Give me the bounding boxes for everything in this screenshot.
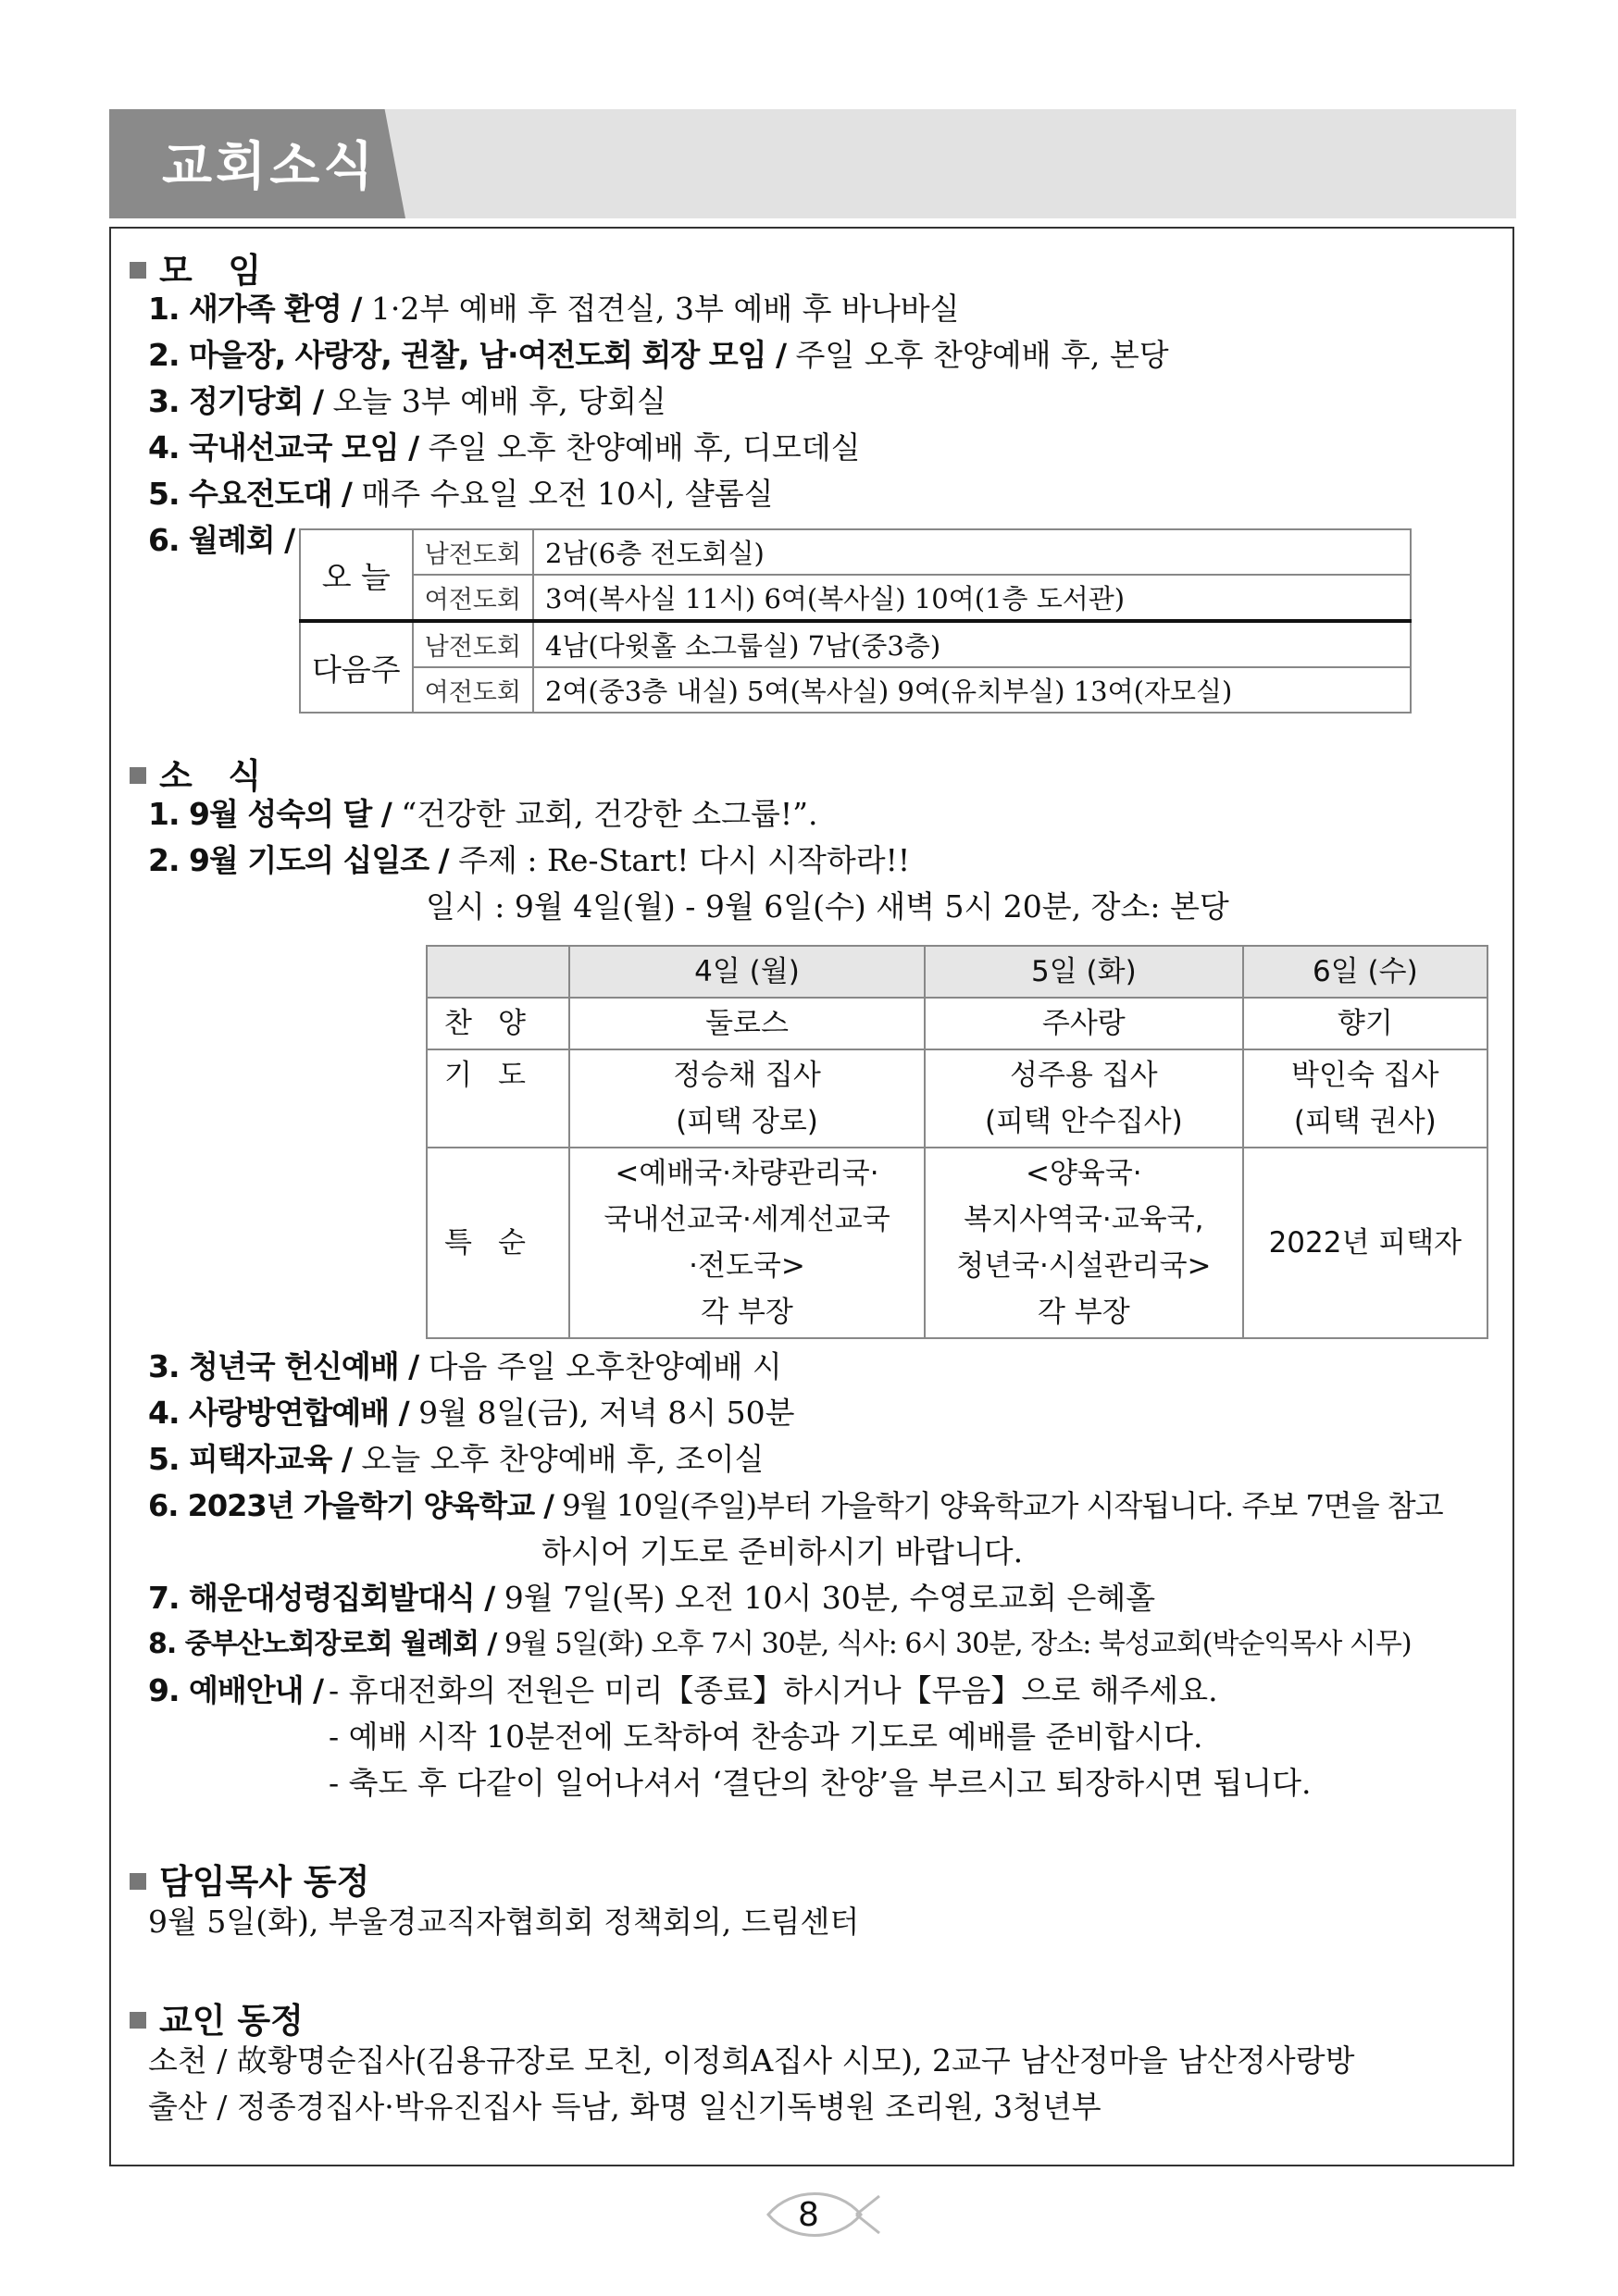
special-cell: 2022년 피택자 <box>1243 1148 1487 1338</box>
prayer-cell: 박인숙 집사 (피택 권사) <box>1243 1049 1487 1148</box>
pastor-text: 9월 5일(화), 부울경교직자협희회 정책회의, 드림센터 <box>148 1904 860 1940</box>
table-row <box>300 621 1411 667</box>
news-item: 3. 청년국 헌신예배 / 다음 주일 오후찬양예배 시 <box>148 1348 782 1384</box>
fish-icon <box>764 2182 884 2247</box>
news-item: 1. 9월 성숙의 달 / “건강한 교회, 건강한 소그룹!”. <box>148 796 818 832</box>
next-women: 2여(중3층 내실) 5여(복사실) 9여(유치부실) 13여(자모실) <box>533 667 1411 713</box>
today-women: 3여(복사실 11시) 6여(복사실) 10여(1층 도서관) <box>533 575 1411 621</box>
men-label: 남전도회 <box>413 529 533 575</box>
news-item: 6. 2023년 가을학기 양육학교 / 9월 10일(주일)부터 가을학기 양육학교가 시작됩니다. 주보 7면을 참고 <box>148 1488 1443 1523</box>
praise-label: 찬양 <box>427 998 569 1049</box>
meeting-item: 3. 정기당회 / 오늘 3부 예배 후, 당회실 <box>148 383 666 419</box>
worship-guide-line: - 휴대전화의 전원은 미리【종료】하시거나【무음】으로 해주세요. <box>329 1672 1218 1708</box>
square-bullet-icon <box>130 767 146 784</box>
worship-guide-line: - 축도 후 다같이 일어나셔서 ‘결단의 찬양’을 부르시고 퇴장하시면 됩니다. <box>329 1765 1312 1801</box>
table-row <box>300 575 1411 621</box>
day-header: 6일 (수) <box>1243 946 1487 998</box>
news-item: 5. 피택자교육 / 오늘 오후 찬양예배 후, 조이실 <box>148 1441 765 1477</box>
square-bullet-icon <box>130 1873 146 1890</box>
special-cell: <예배국·차량관리국· 국내선교국·세계선교국 ·전도국> 각 부장 <box>569 1148 925 1338</box>
prayer-schedule-table <box>426 945 1488 1339</box>
women-label: 여전도회 <box>413 575 533 621</box>
news-item: 9. 예배안내 / <box>148 1672 324 1708</box>
pastor-heading: 담임목사 동정 <box>130 1854 369 1904</box>
square-bullet-icon <box>130 262 146 279</box>
praise-cell: 둘로스 <box>569 998 925 1049</box>
table-row <box>427 1148 1487 1338</box>
members-line: 출산 / 정종경집사·박유진집사 득남, 화명 일신기독병원 조리원, 3청년부 <box>148 2089 1101 2125</box>
table-row <box>427 1049 1487 1148</box>
members-heading: 교인 동정 <box>130 1992 304 2042</box>
meeting-item: 5. 수요전도대 / 매주 수요일 오전 10시, 샬롬실 <box>148 476 774 512</box>
news-heading: 소 식 <box>130 748 261 798</box>
members-line: 소천 / 故황명순집사(김용규장로 모친, 이정희A집사 시모), 2교구 남산정마을 남산정사랑방 <box>148 2042 1355 2079</box>
prayer-cell: 정승채 집사 (피택 장로) <box>569 1049 925 1148</box>
news-item-detail: 일시 : 9월 4일(월) - 9월 6일(수) 새벽 5시 20분, 장소: 본당 <box>426 888 1229 925</box>
news-item: 4. 사랑방연합예배 / 9월 8일(금), 저녁 8시 50분 <box>148 1395 795 1431</box>
meeting-item: 2. 마을장, 사랑장, 권찰, 남·여전도회 회장 모임 / 주일 오후 찬양예배 후, 본당 <box>148 337 1169 373</box>
praise-cell: 주사랑 <box>925 998 1243 1049</box>
prayer-cell: 성주용 집사 (피택 안수집사) <box>925 1049 1243 1148</box>
special-label: 특순 <box>427 1148 569 1338</box>
special-cell: <양육국· 복지사역국·교육국, 청년국·시설관리국> 각 부장 <box>925 1148 1243 1338</box>
page-title: 교회소식 <box>162 137 378 197</box>
today-men: 2남(6층 전도회실) <box>533 529 1411 575</box>
day-header: 5일 (화) <box>925 946 1243 998</box>
page-number: 8 <box>798 2196 819 2234</box>
praise-cell: 향기 <box>1243 998 1487 1049</box>
meeting-heading: 모 임 <box>130 242 261 292</box>
square-bullet-icon <box>130 2012 146 2029</box>
day-header: 4일 (월) <box>569 946 925 998</box>
meeting-item: 4. 국내선교국 모임 / 주일 오후 찬양예배 후, 디모데실 <box>148 429 861 465</box>
table-row <box>427 998 1487 1049</box>
next-men: 4남(다윗홀 소그룹실) 7남(중3층) <box>533 621 1411 667</box>
today-label: 오 늘 <box>300 529 413 621</box>
prayer-label: 기도 <box>427 1049 569 1148</box>
monthly-meeting-table <box>299 528 1412 714</box>
table-row <box>300 667 1411 713</box>
meeting-item: 6. 월례회 / <box>148 522 295 558</box>
men-label: 남전도회 <box>413 621 533 667</box>
news-item: 8. 중부산노회장로회 월례회 / 9월 5일(화) 오후 7시 30분, 식사: 6시 30분, 장소: 북성교회(박순익목사 시무) <box>148 1628 1412 1660</box>
corner-cell <box>427 946 569 998</box>
table-row <box>300 529 1411 575</box>
news-item: 2. 9월 기도의 십일조 / 주제 : Re-Start! 다시 시작하라!! <box>148 842 911 878</box>
news-item-detail: 하시어 기도로 준비하시기 바랍니다. <box>541 1533 1024 1570</box>
women-label: 여전도회 <box>413 667 533 713</box>
next-label: 다음주 <box>300 621 413 713</box>
table-row <box>427 946 1487 998</box>
meeting-item: 1. 새가족 환영 / 1·2부 예배 후 접견실, 3부 예배 후 바나바실 <box>148 291 960 327</box>
worship-guide-line: - 예배 시작 10분전에 도착하여 찬송과 기도로 예배를 준비합시다. <box>329 1719 1203 1755</box>
news-item: 7. 해운대성령집회발대식 / 9월 7일(목) 오전 10시 30분, 수영로교회 은혜홀 <box>148 1580 1156 1616</box>
